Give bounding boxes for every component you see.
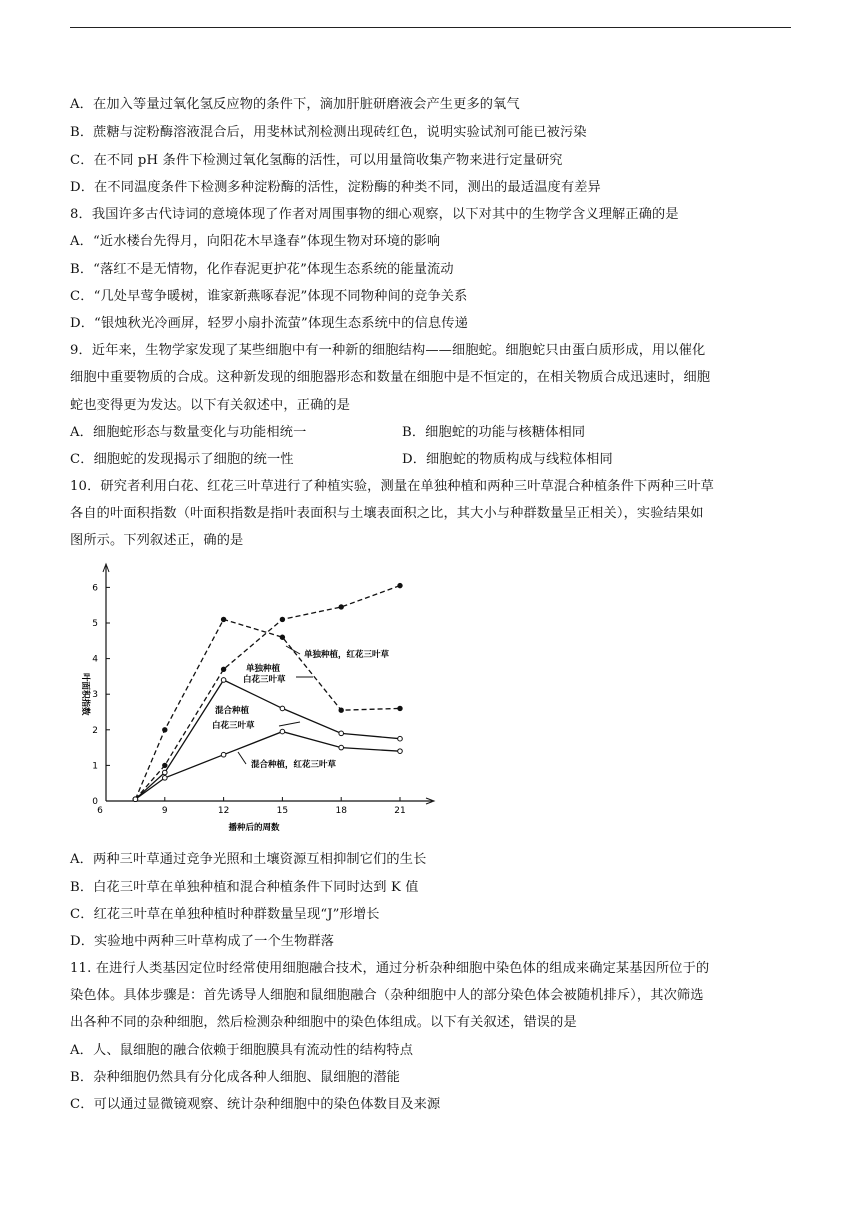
data-point (163, 770, 168, 775)
q11-stem-line3: 出各种不同的杂种细胞，然后检测杂种细胞中的染色体组成。以下有关叙述，错误的是 (70, 1015, 577, 1030)
annotation-white-mixed-1: 混合种植 (215, 706, 250, 716)
data-point (339, 708, 343, 712)
data-point (221, 678, 226, 683)
x-tick-label: 21 (394, 806, 406, 816)
q9-stem-line3: 蛇也变得更为发达。以下有关叙述中，正确的是 (70, 398, 351, 413)
y-tick-label: 5 (92, 619, 98, 629)
q7-option-a: A．在加入等量过氧化氢反应物的条件下，滴加肝脏研磨液会产生更多的氧气 (70, 97, 520, 112)
chart-labels (80, 646, 390, 833)
y-tick-label: 2 (92, 725, 98, 736)
data-point (163, 763, 167, 767)
q7-option-b: B．蔗糖与淀粉酶溶液混合后，用斐林试剂检测出现砖红色，说明实验试剂可能已被污染 (70, 125, 587, 140)
x-tick-label: 15 (276, 806, 289, 816)
data-point (221, 667, 225, 671)
q8-stem: 8．我国许多古代诗词的意境体现了作者对周围事物的细心观察，以下对其中的生物学含义理解正确的是 (70, 207, 679, 222)
q8-option-a: A．“近水楼台先得月，向阳花木早逢春”体现生物对环境的影响 (70, 234, 441, 249)
annotation-white-mixed-2: 白花三叶草 (212, 721, 255, 731)
leaf-area-chart (70, 560, 450, 835)
q10-option-d: D．实验地中两种三叶草构成了一个生物群落 (70, 934, 335, 949)
q9-option-c: C．细胞蛇的发现揭示了细胞的统一性 (70, 452, 294, 467)
q11-stem-line2: 染色体。具体步骤是：首先诱导人细胞和鼠细胞融合（杂种细胞中人的部分染色体会被随机排斥），其次筛选 (70, 988, 704, 1003)
y-tick-label: 3 (92, 690, 98, 701)
x-tick-label: 12 (217, 806, 230, 816)
y-tick-label: 0 (92, 797, 98, 807)
data-point (280, 635, 284, 639)
q9-option-d: D．细胞蛇的物质构成与线粒体相同 (402, 452, 613, 467)
data-point (339, 745, 344, 750)
annotation-red-mixed: 混合种植，红花三叶草 (251, 760, 337, 770)
annotation-white-alone-2: 白花三叶草 (243, 675, 286, 685)
q11-option-b: B．杂种细胞仍然具有分化成各种人细胞、鼠细胞的潜能 (70, 1070, 400, 1085)
y-axis-label: 叶面积指数 (80, 672, 90, 716)
chart-axes (92, 564, 434, 816)
annotation-red-alone: 单独种植，红花三叶草 (304, 650, 390, 660)
header-rule (70, 27, 791, 28)
q7-option-c: C．在不同 pH 条件下检测过氧化氢酶的活性，可以用量筒收集产物来进行定量研究 (70, 153, 563, 168)
y-tick-label: 6 (92, 583, 98, 594)
data-point (398, 749, 403, 754)
q10-stem-line2: 各自的叶面积指数（叶面积指数是指叶表面积与土壤表面积之比，其大小与种群数量呈正相关），实验结果如 (70, 506, 704, 521)
data-point (398, 583, 402, 587)
q7-option-d: D．在不同温度条件下检测多种淀粉酶的活性，淀粉酶的种类不同，测出的最适温度有差异 (70, 180, 601, 195)
q10-option-b: B．白花三叶草在单独种植和混合种植条件下同时达到 K 值 (70, 880, 419, 895)
data-point (133, 797, 138, 802)
annotation-leader (286, 646, 300, 654)
data-point (221, 617, 225, 621)
data-point (280, 617, 284, 621)
data-point (163, 728, 167, 732)
q8-option-c: C．“几处早莺争暖树，谁家新燕啄春泥”体现不同物种间的竞争关系 (70, 289, 468, 304)
data-point (398, 736, 403, 741)
q9-option-a: A．细胞蛇形态与数量变化与功能相统一 (70, 425, 307, 440)
data-point (280, 706, 285, 711)
data-point (339, 605, 343, 609)
data-point (398, 706, 402, 710)
y-tick-label: 1 (92, 761, 98, 772)
annotation-white-alone-1: 单独种植 (246, 664, 281, 674)
x-tick-label: 18 (335, 806, 347, 816)
q11-option-c: C．可以通过显微镜观察、统计杂种细胞中的染色体数目及来源 (70, 1097, 441, 1112)
data-point (339, 731, 344, 736)
q11-option-a: A．人、鼠细胞的融合依赖于细胞膜具有流动性的结构特点 (70, 1043, 414, 1058)
x-tick-label: 6 (97, 806, 103, 816)
data-point (280, 729, 285, 734)
series-line-1 (135, 619, 400, 799)
q10-option-c: C．红花三叶草在单独种植时种群数量呈现“J”形增长 (70, 907, 380, 922)
y-tick-label: 4 (92, 654, 98, 665)
q10-stem-line3: 图所示。下列叙述正，确的是 (70, 533, 244, 548)
q8-option-d: D．“银烛秋光冷画屏，轻罗小扇扑流萤”体现生态系统中的信息传递 (70, 316, 468, 331)
q9-stem-line1: 9．近年来，生物学家发现了某些细胞中有一种新的细胞结构——细胞蛇。细胞蛇只由蛋白质形成，用以催化 (70, 343, 706, 358)
q8-option-b: B．“落红不是无情物，化作春泥更护花”体现生态系统的能量流动 (70, 262, 454, 277)
annotation-leader (279, 722, 300, 726)
x-axis-label: 播种后的周数 (228, 823, 280, 833)
data-point (221, 752, 226, 757)
series-line-2 (135, 680, 400, 799)
x-tick-label: 9 (161, 806, 168, 816)
q9-option-b: B．细胞蛇的功能与核糖体相同 (402, 425, 586, 440)
data-point (163, 776, 168, 781)
q9-stem-line2: 细胞中重要物质的合成。这种新发现的细胞器形态和数量在细胞中是不恒定的，在相关物质合成迅速时，细胞 (70, 370, 711, 385)
q10-option-a: A．两种三叶草通过竞争光照和土壤资源互相抑制它们的生长 (70, 852, 427, 867)
q10-stem-line1: 10．研究者利用白花、红花三叶草进行了种植实验，测量在单独种植和两种三叶草混合种植条件下两种三叶草 (70, 479, 714, 494)
q11-stem-line1: 11. 在进行人类基因定位时经常使用细胞融合技术，通过分析杂种细胞中染色体的组成来确定某基因所位于的 (70, 961, 710, 976)
annotation-leader (238, 752, 246, 764)
